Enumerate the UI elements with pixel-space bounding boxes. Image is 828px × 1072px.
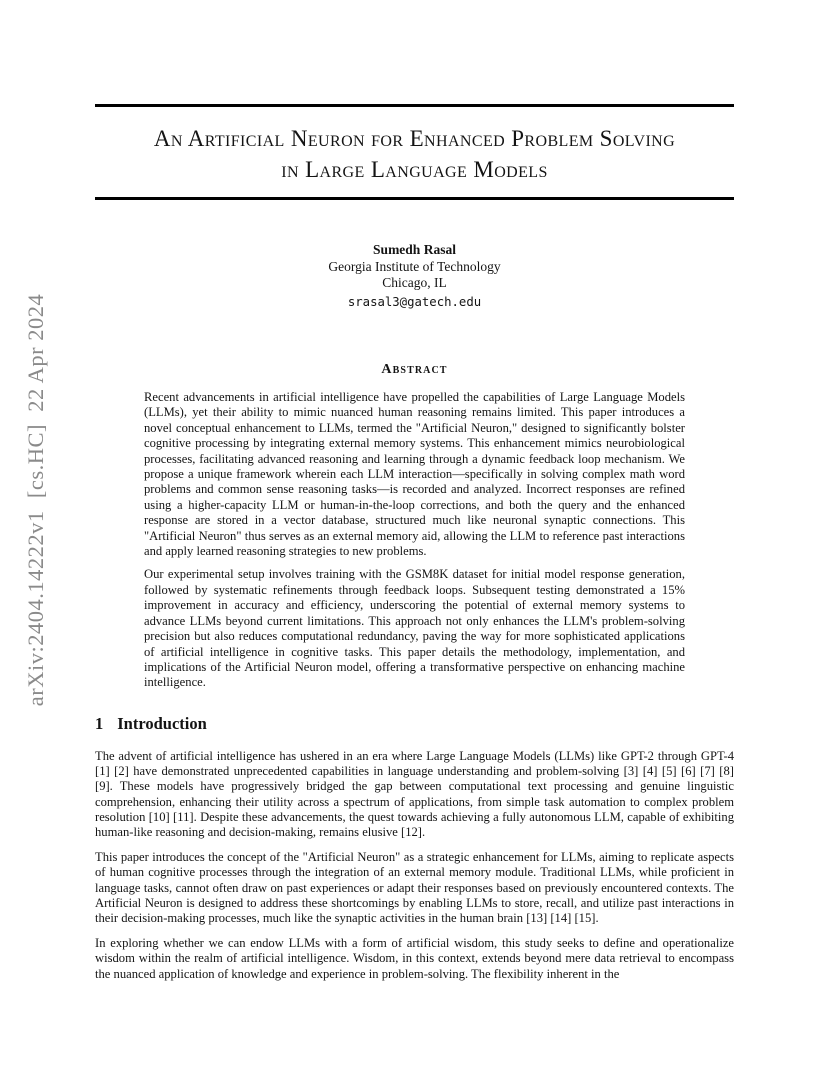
intro-paragraph-2: This paper introduces the concept of the "Artificial Neuron" as a strategic enhancement for LLMs, aiming to replicate aspects of human cognitive processes through the integration of an external memory module. Traditional LLMs, while proficient in language tasks, cannot often draw on past experiences or adapt their responses based on previously encountered contexts. The Artificial Neuron is designed to address these shortcomings by enabling LLMs to store, recall, and utilize past interactions in their decision-making processes, much like the synaptic activities in the human brain [13] [14] [15]. bbox=[95, 850, 734, 926]
paper-content bbox=[95, 0, 734, 991]
intro-paragraph-3: In exploring whether we can endow LLMs with a form of artificial wisdom, this study seeks to define and operationalize wisdom within the realm of artificial intelligence. Wisdom, in this context, extends beyond mere data retrieval to encompass the nuanced application of knowledge and experience in problem-solving. The flexibility inherent in the bbox=[95, 935, 734, 981]
author-affiliation: Georgia Institute of Technology bbox=[328, 258, 501, 274]
section-title: Introduction bbox=[117, 713, 207, 733]
author-email: srasal3@gatech.edu bbox=[347, 294, 482, 309]
author-block bbox=[95, 242, 734, 310]
section-number: 1 bbox=[95, 713, 104, 733]
abstract-section bbox=[144, 362, 685, 691]
abstract-paragraph-1: Recent advancements in artificial intelligence have propelled the capabilities of Large Language Models (LLMs), yet their ability to mimic nuanced human reasoning remains limited. This paper introduces a novel conceptual enhancement to LLMs, termed the "Artificial Neuron," designed to significantly bolster cognitive processing by integrating external memory systems. This enhancement mimics neurobiological processes, facilitating advanced reasoning and learning through a dynamic feedback loop mechanism. We propose a unique framework wherein each LLM interaction—specifically in solving complex math word problems and common sense reasoning tasks—is recorded and analyzed. Incorrect responses are refined using a higher-capacity LLM or human-in-the-loop corrections, and both the query and the enhanced response are stored in a vector database, structured much like neuronal synaptic connections. This "Artificial Neuron" thus serves as an external memory aid, allowing the LLM to reference past interactions and apply learned reasoning strategies to new problems. bbox=[144, 390, 685, 559]
arxiv-watermark: arXiv:2404.14222v1 [cs.HC] 22 Apr 2024 bbox=[23, 293, 48, 707]
paper-title-line2: in Large Language Models bbox=[281, 157, 548, 182]
section-introduction bbox=[95, 714, 734, 982]
paper-title bbox=[95, 123, 734, 185]
abstract-paragraph-2: Our experimental setup involves training with the GSM8K dataset for initial model response generation, followed by systematic refinements through feedback loops. Subsequent testing demonstrated a 15% improvement in accuracy and efficiency, underscoring the potential of external memory systems to advance LLMs beyond current limitations. This approach not only enhances the LLM's problem-solving precision but also reduces computational redundancy, paving the way for more sophisticated applications of artificial intelligence in cognitive tasks. This paper details the methodology, implementation, and implications of the Artificial Neuron model, offering a transformative perspective on enhancing machine intelligence. bbox=[144, 567, 685, 690]
intro-paragraph-1: The advent of artificial intelligence has ushered in an era where Large Language Models (LLMs) like GPT-2 through GPT-4 [1] [2] have demonstrated unprecedented capabilities in language understanding and problem-solving [3] [4] [5] [6] [7] [8] [9]. These models have progressively bridged the gap between computational text processing and genuine linguistic comprehension, enhancing their utility across a spectrum of applications, from simple task automation to complex problem resolution [10] [11]. Despite these advancements, the quest towards achieving a fully autonomous LLM, capable of exhibiting human-like reasoning and decision-making, remains elusive [12]. bbox=[95, 748, 734, 840]
paper-title-line1: An Artificial Neuron for Enhanced Problem Solving bbox=[153, 126, 676, 151]
title-block bbox=[95, 104, 734, 200]
author-name: Sumedh Rasal bbox=[373, 242, 456, 257]
author-location: Chicago, IL bbox=[382, 275, 447, 290]
section-heading-introduction bbox=[95, 714, 734, 734]
abstract-heading: Abstract bbox=[381, 362, 448, 377]
